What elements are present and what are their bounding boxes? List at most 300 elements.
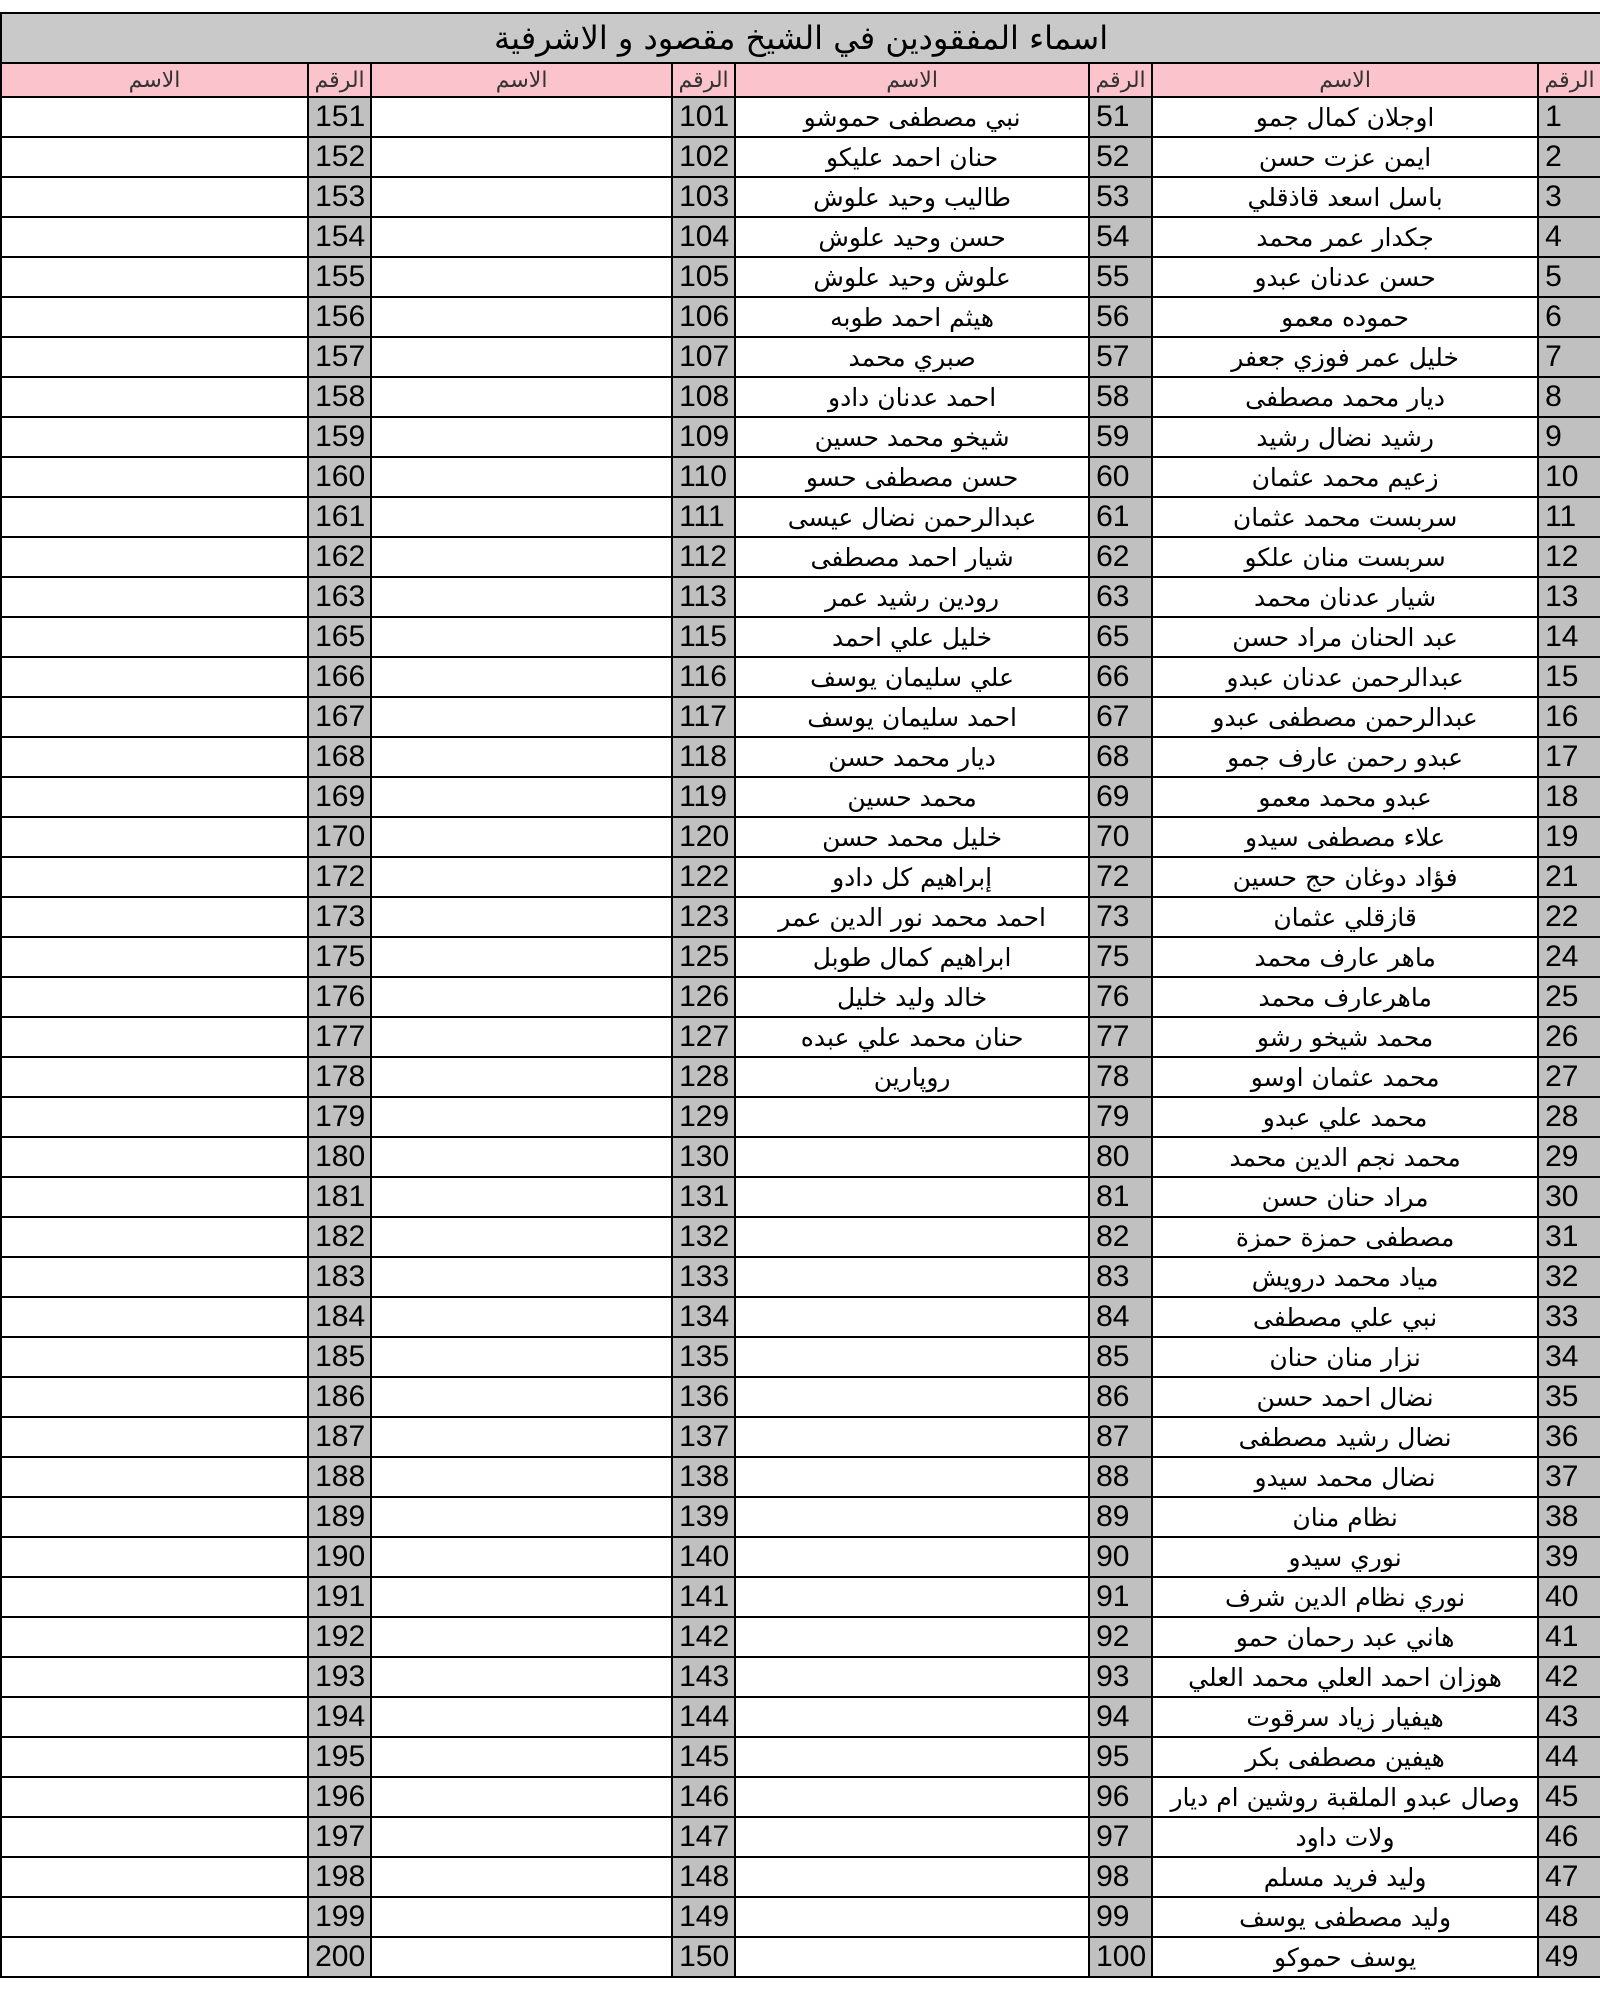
name-cell: نضال احمد حسن (1152, 1377, 1538, 1417)
row-number-cell: 97 (1089, 1817, 1152, 1857)
row-number-cell: 190 (308, 1537, 371, 1577)
table-row (1, 1057, 1600, 1097)
name-cell: نزار منان حنان (1152, 1337, 1538, 1377)
name-cell (371, 977, 672, 1017)
row-number-cell: 4 (1538, 217, 1600, 257)
row-number-cell: 45 (1538, 1777, 1600, 1817)
name-cell: هاني عبد رحمان حمو (1152, 1617, 1538, 1657)
name-cell (371, 1537, 672, 1577)
name-cell (1, 217, 308, 257)
row-number-cell: 128 (672, 1057, 735, 1097)
name-cell (1, 1417, 308, 1457)
name-cell: وليد مصطفى يوسف (1152, 1897, 1538, 1937)
name-cell (735, 1617, 1089, 1657)
row-number-cell: 187 (308, 1417, 371, 1457)
name-cell (735, 1697, 1089, 1737)
row-number-cell: 113 (672, 577, 735, 617)
name-cell (1, 937, 308, 977)
row-number-cell: 26 (1538, 1017, 1600, 1057)
name-cell (1, 377, 308, 417)
name-cell (371, 1217, 672, 1257)
name-cell (1, 1257, 308, 1297)
row-number-cell: 38 (1538, 1497, 1600, 1537)
row-number-cell: 177 (308, 1017, 371, 1057)
name-cell (371, 657, 672, 697)
row-number-cell: 49 (1538, 1937, 1600, 1977)
row-number-cell: 28 (1538, 1097, 1600, 1137)
row-number-cell: 142 (672, 1617, 735, 1657)
row-number-cell: 137 (672, 1417, 735, 1457)
table-row (1, 1457, 1600, 1497)
name-cell (735, 1417, 1089, 1457)
row-number-cell: 47 (1538, 1857, 1600, 1897)
name-cell: طاليب وحيد علوش (735, 177, 1089, 217)
row-number-cell: 33 (1538, 1297, 1600, 1337)
table-row (1, 417, 1600, 457)
name-cell (371, 217, 672, 257)
name-cell: مراد حنان حسن (1152, 1177, 1538, 1217)
row-number-cell: 112 (672, 537, 735, 577)
name-cell: علي سليمان يوسف (735, 657, 1089, 697)
row-number-cell: 106 (672, 297, 735, 337)
column-header-number: الرقم (672, 63, 735, 97)
row-number-cell: 156 (308, 297, 371, 337)
table-row (1, 1777, 1600, 1817)
name-cell (1, 1737, 308, 1777)
name-cell (735, 1817, 1089, 1857)
row-number-cell: 150 (672, 1937, 735, 1977)
name-cell: نضال رشيد مصطفى (1152, 1417, 1538, 1457)
table-row (1, 1937, 1600, 1977)
row-number-cell: 127 (672, 1017, 735, 1057)
row-number-cell: 69 (1089, 777, 1152, 817)
row-number-cell: 119 (672, 777, 735, 817)
row-number-cell: 132 (672, 1217, 735, 1257)
table-row (1, 257, 1600, 297)
row-number-cell: 56 (1089, 297, 1152, 337)
row-number-cell: 60 (1089, 457, 1152, 497)
row-number-cell: 63 (1089, 577, 1152, 617)
row-number-cell: 182 (308, 1217, 371, 1257)
column-header-number: الرقم (1089, 63, 1152, 97)
row-number-cell: 95 (1089, 1737, 1152, 1777)
row-number-cell: 17 (1538, 737, 1600, 777)
row-number-cell: 133 (672, 1257, 735, 1297)
name-cell (371, 857, 672, 897)
table-row (1, 137, 1600, 177)
name-cell (735, 1337, 1089, 1377)
row-number-cell: 194 (308, 1697, 371, 1737)
row-number-cell: 21 (1538, 857, 1600, 897)
row-number-cell: 43 (1538, 1697, 1600, 1737)
row-number-cell: 144 (672, 1697, 735, 1737)
row-number-cell: 15 (1538, 657, 1600, 697)
table-row (1, 1697, 1600, 1737)
name-cell: ديار محمد حسن (735, 737, 1089, 777)
row-number-cell: 136 (672, 1377, 735, 1417)
row-number-cell: 188 (308, 1457, 371, 1497)
name-cell (735, 1457, 1089, 1497)
name-cell (1, 1017, 308, 1057)
row-number-cell: 11 (1538, 497, 1600, 537)
row-number-cell: 57 (1089, 337, 1152, 377)
name-cell (1, 1777, 308, 1817)
name-cell: ولات داود (1152, 1817, 1538, 1857)
row-number-cell: 61 (1089, 497, 1152, 537)
row-number-cell: 148 (672, 1857, 735, 1897)
row-number-cell: 93 (1089, 1657, 1152, 1697)
row-number-cell: 126 (672, 977, 735, 1017)
name-cell (371, 817, 672, 857)
row-number-cell: 180 (308, 1137, 371, 1177)
row-number-cell: 105 (672, 257, 735, 297)
row-number-cell: 80 (1089, 1137, 1152, 1177)
table-row (1, 1377, 1600, 1417)
table-row (1, 1537, 1600, 1577)
table-row (1, 1737, 1600, 1777)
row-number-cell: 36 (1538, 1417, 1600, 1457)
name-cell: حسن عدنان عبدو (1152, 257, 1538, 297)
row-number-cell: 59 (1089, 417, 1152, 457)
name-cell: عبدالرحمن مصطفى عبدو (1152, 697, 1538, 737)
name-cell: احمد سليمان يوسف (735, 697, 1089, 737)
row-number-cell: 118 (672, 737, 735, 777)
name-cell (735, 1497, 1089, 1537)
name-cell (371, 1177, 672, 1217)
name-cell (371, 1657, 672, 1697)
table-row (1, 1417, 1600, 1457)
name-cell (735, 1857, 1089, 1897)
table-row (1, 97, 1600, 137)
row-number-cell: 55 (1089, 257, 1152, 297)
name-cell (371, 137, 672, 177)
row-number-cell: 154 (308, 217, 371, 257)
row-number-cell: 130 (672, 1137, 735, 1177)
row-number-cell: 34 (1538, 1337, 1600, 1377)
name-cell (1, 657, 308, 697)
name-cell: محمد حسين (735, 777, 1089, 817)
row-number-cell: 170 (308, 817, 371, 857)
table-row (1, 1217, 1600, 1257)
name-cell (371, 1937, 672, 1977)
row-number-cell: 18 (1538, 777, 1600, 817)
name-cell (1, 1137, 308, 1177)
row-number-cell: 168 (308, 737, 371, 777)
row-number-cell: 181 (308, 1177, 371, 1217)
row-number-cell: 22 (1538, 897, 1600, 937)
table-row (1, 1337, 1600, 1377)
sheet-title: اسماء المفقودين في الشيخ مقصود و الاشرفية (1, 13, 1600, 63)
name-cell (371, 697, 672, 737)
name-cell (1, 1937, 308, 1977)
name-cell: علاء مصطفى سيدو (1152, 817, 1538, 857)
row-number-cell: 58 (1089, 377, 1152, 417)
name-cell: ابراهيم كمال طوبل (735, 937, 1089, 977)
name-cell (1, 777, 308, 817)
row-number-cell: 52 (1089, 137, 1152, 177)
table-row (1, 777, 1600, 817)
table-row (1, 217, 1600, 257)
name-cell: احمد عدنان دادو (735, 377, 1089, 417)
row-number-cell: 83 (1089, 1257, 1152, 1297)
table-row (1, 1857, 1600, 1897)
column-header-name: الاسم (371, 63, 672, 97)
name-cell (1, 537, 308, 577)
row-number-cell: 76 (1089, 977, 1152, 1017)
name-cell: خليل علي احمد (735, 617, 1089, 657)
name-cell: جكدار عمر محمد (1152, 217, 1538, 257)
name-cell: نظام منان (1152, 1497, 1538, 1537)
name-cell (371, 457, 672, 497)
row-number-cell: 101 (672, 97, 735, 137)
name-cell (371, 1057, 672, 1097)
name-cell (1, 417, 308, 457)
name-cell: عبد الحنان مراد حسن (1152, 617, 1538, 657)
name-cell (1, 697, 308, 737)
row-number-cell: 70 (1089, 817, 1152, 857)
row-number-cell: 141 (672, 1577, 735, 1617)
table-row (1, 737, 1600, 777)
row-number-cell: 51 (1089, 97, 1152, 137)
name-cell: هيثم احمد طوبه (735, 297, 1089, 337)
name-cell (371, 1497, 672, 1537)
name-cell (735, 1217, 1089, 1257)
table-row (1, 457, 1600, 497)
name-cell (371, 777, 672, 817)
row-number-cell: 146 (672, 1777, 735, 1817)
table-row (1, 897, 1600, 937)
name-cell: نضال محمد سيدو (1152, 1457, 1538, 1497)
name-cell: محمد نجم الدين محمد (1152, 1137, 1538, 1177)
name-cell: روپارين (735, 1057, 1089, 1097)
row-number-cell: 44 (1538, 1737, 1600, 1777)
name-cell (371, 257, 672, 297)
row-number-cell: 107 (672, 337, 735, 377)
row-number-cell: 88 (1089, 1457, 1152, 1497)
row-number-cell: 111 (672, 497, 735, 537)
row-number-cell: 192 (308, 1617, 371, 1657)
name-cell: علوش وحيد علوش (735, 257, 1089, 297)
row-number-cell: 86 (1089, 1377, 1152, 1417)
row-number-cell: 135 (672, 1337, 735, 1377)
name-cell: حنان احمد عليكو (735, 137, 1089, 177)
name-cell (1, 1457, 308, 1497)
row-number-cell: 143 (672, 1657, 735, 1697)
table-row (1, 1177, 1600, 1217)
table-row (1, 657, 1600, 697)
table-row (1, 1817, 1600, 1857)
name-cell (371, 1297, 672, 1337)
row-number-cell: 31 (1538, 1217, 1600, 1257)
name-cell: هيفين مصطفى بكر (1152, 1737, 1538, 1777)
row-number-cell: 37 (1538, 1457, 1600, 1497)
name-cell (1, 1617, 308, 1657)
name-cell (371, 297, 672, 337)
title-row (1, 13, 1600, 63)
row-number-cell: 195 (308, 1737, 371, 1777)
name-cell (371, 497, 672, 537)
row-number-cell: 91 (1089, 1577, 1152, 1617)
row-number-cell: 3 (1538, 177, 1600, 217)
row-number-cell: 62 (1089, 537, 1152, 577)
name-cell: صبري محمد (735, 337, 1089, 377)
row-number-cell: 153 (308, 177, 371, 217)
name-cell: ديار محمد مصطفى (1152, 377, 1538, 417)
name-cell: نبي مصطفى حموشو (735, 97, 1089, 137)
name-cell (371, 1377, 672, 1417)
row-number-cell: 7 (1538, 337, 1600, 377)
table-row (1, 177, 1600, 217)
table-row (1, 817, 1600, 857)
row-number-cell: 176 (308, 977, 371, 1017)
name-cell: باسل اسعد قاذقلي (1152, 177, 1538, 217)
row-number-cell: 117 (672, 697, 735, 737)
name-cell (371, 737, 672, 777)
name-cell (371, 1617, 672, 1657)
name-cell (1, 497, 308, 537)
name-cell (735, 1377, 1089, 1417)
row-number-cell: 138 (672, 1457, 735, 1497)
name-cell (735, 1737, 1089, 1777)
row-number-cell: 82 (1089, 1217, 1152, 1257)
row-number-cell: 139 (672, 1497, 735, 1537)
name-cell: وصال عبدو الملقبة روشين ام ديار (1152, 1777, 1538, 1817)
row-number-cell: 145 (672, 1737, 735, 1777)
row-number-cell: 178 (308, 1057, 371, 1097)
row-number-cell: 102 (672, 137, 735, 177)
table-row (1, 1097, 1600, 1137)
row-number-cell: 108 (672, 377, 735, 417)
row-number-cell: 122 (672, 857, 735, 897)
name-cell: فؤاد دوغان حج حسين (1152, 857, 1538, 897)
name-cell (735, 1137, 1089, 1177)
name-cell (735, 1097, 1089, 1137)
row-number-cell: 12 (1538, 537, 1600, 577)
table-row (1, 1297, 1600, 1337)
name-cell (735, 1777, 1089, 1817)
name-cell (371, 97, 672, 137)
name-cell: هيفيار زياد سرقوت (1152, 1697, 1538, 1737)
name-cell (1, 1897, 308, 1937)
row-number-cell: 25 (1538, 977, 1600, 1017)
row-number-cell: 172 (308, 857, 371, 897)
row-number-cell: 189 (308, 1497, 371, 1537)
row-number-cell: 46 (1538, 1817, 1600, 1857)
row-number-cell: 85 (1089, 1337, 1152, 1377)
name-cell (371, 1457, 672, 1497)
name-cell (1, 257, 308, 297)
name-cell: نبي علي مصطفى (1152, 1297, 1538, 1337)
row-number-cell: 184 (308, 1297, 371, 1337)
name-cell (1, 1177, 308, 1217)
row-number-cell: 48 (1538, 1897, 1600, 1937)
name-cell: شيار عدنان محمد (1152, 577, 1538, 617)
row-number-cell: 179 (308, 1097, 371, 1137)
name-cell (735, 1897, 1089, 1937)
table-row (1, 377, 1600, 417)
name-cell: عبدو رحمن عارف جمو (1152, 737, 1538, 777)
row-number-cell: 103 (672, 177, 735, 217)
name-cell (1, 1537, 308, 1577)
name-cell (1, 1337, 308, 1377)
row-number-cell: 165 (308, 617, 371, 657)
row-number-cell: 90 (1089, 1537, 1152, 1577)
row-number-cell: 87 (1089, 1417, 1152, 1457)
name-cell (1, 977, 308, 1017)
name-cell: ماهرعارف محمد (1152, 977, 1538, 1017)
name-cell (371, 537, 672, 577)
row-number-cell: 68 (1089, 737, 1152, 777)
row-number-cell: 109 (672, 417, 735, 457)
table-row (1, 1897, 1600, 1937)
table-row (1, 1497, 1600, 1537)
column-header-number: الرقم (308, 63, 371, 97)
row-number-cell: 175 (308, 937, 371, 977)
row-number-cell: 149 (672, 1897, 735, 1937)
row-number-cell: 54 (1089, 217, 1152, 257)
row-number-cell: 198 (308, 1857, 371, 1897)
row-number-cell: 147 (672, 1817, 735, 1857)
name-cell (371, 1017, 672, 1057)
missing-persons-sheet (0, 12, 1600, 1992)
row-number-cell: 78 (1089, 1057, 1152, 1097)
row-number-cell: 39 (1538, 1537, 1600, 1577)
row-number-cell: 81 (1089, 1177, 1152, 1217)
row-number-cell: 41 (1538, 1617, 1600, 1657)
name-cell: زعيم محمد عثمان (1152, 457, 1538, 497)
row-number-cell: 8 (1538, 377, 1600, 417)
row-number-cell: 66 (1089, 657, 1152, 697)
name-cell (371, 1817, 672, 1857)
table-row (1, 1617, 1600, 1657)
table-row (1, 1017, 1600, 1057)
row-number-cell: 27 (1538, 1057, 1600, 1097)
name-cell: شيخو محمد حسين (735, 417, 1089, 457)
name-cell (371, 1577, 672, 1617)
table-row (1, 297, 1600, 337)
table-row (1, 1657, 1600, 1697)
row-number-cell: 167 (308, 697, 371, 737)
name-cell (371, 1697, 672, 1737)
row-number-cell: 13 (1538, 577, 1600, 617)
name-cell (1, 137, 308, 177)
row-number-cell: 160 (308, 457, 371, 497)
row-number-cell: 129 (672, 1097, 735, 1137)
name-cell: اوجلان كمال جمو (1152, 97, 1538, 137)
row-number-cell: 100 (1089, 1937, 1152, 1977)
row-number-cell: 42 (1538, 1657, 1600, 1697)
name-cell: نوري سيدو (1152, 1537, 1538, 1577)
table-row (1, 577, 1600, 617)
name-cell (735, 1177, 1089, 1217)
row-number-cell: 98 (1089, 1857, 1152, 1897)
row-number-cell: 19 (1538, 817, 1600, 857)
name-cell (371, 1337, 672, 1377)
row-number-cell: 140 (672, 1537, 735, 1577)
name-cell (1, 1057, 308, 1097)
row-number-cell: 40 (1538, 1577, 1600, 1617)
row-number-cell: 116 (672, 657, 735, 697)
row-number-cell: 151 (308, 97, 371, 137)
name-cell: مياد محمد درويش (1152, 1257, 1538, 1297)
row-number-cell: 6 (1538, 297, 1600, 337)
name-cell (371, 937, 672, 977)
name-cell (735, 1297, 1089, 1337)
name-cell (1, 817, 308, 857)
row-number-cell: 199 (308, 1897, 371, 1937)
name-cell: عبدو محمد معمو (1152, 777, 1538, 817)
table-row (1, 537, 1600, 577)
